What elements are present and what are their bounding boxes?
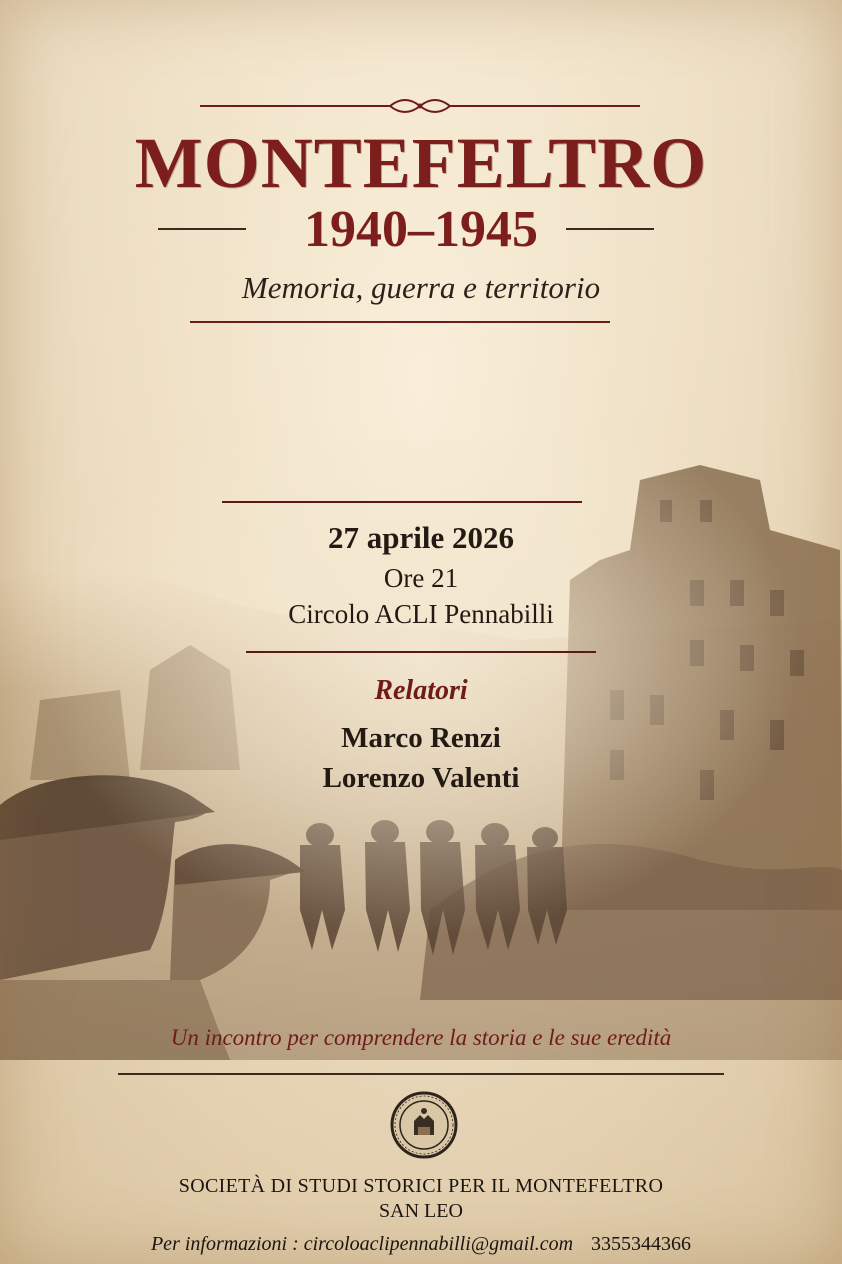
speaker-name: Marco Renzi (341, 722, 501, 754)
contact-info (0, 1233, 842, 1256)
contact-phone[interactable]: 3355344366 (591, 1233, 692, 1255)
organizer-name: SOCIETÀ DI STUDI STORICI PER IL MONTEFELTRO (178, 1175, 664, 1197)
speaker-name: Lorenzo Valenti (322, 762, 520, 794)
contact-email-line[interactable]: Per informazioni : circoloaclipennabilli@gmail.com (150, 1233, 574, 1255)
event-time: Ore 21 (383, 563, 459, 593)
venue-rule (246, 651, 596, 653)
event-venue: Circolo ACLI Pennabilli (288, 599, 554, 629)
organizer-location: SAN LEO (379, 1200, 463, 1222)
speakers-heading: Relatori (374, 675, 468, 706)
subtitle-rule (190, 321, 610, 323)
poster-subtitle: Memoria, guerra e territorio (241, 270, 601, 305)
years-right-rule (566, 228, 654, 230)
poster-title: MONTEFELTRO (134, 123, 708, 203)
event-date: 27 aprile 2026 (328, 520, 514, 555)
top-ornament (200, 96, 640, 116)
date-top-rule (222, 501, 582, 503)
tagline-rule (118, 1073, 724, 1075)
society-seal-icon (390, 1091, 458, 1159)
poster-years: 1940–1945 (304, 201, 538, 258)
event-tagline: Un incontro per comprendere la storia e le sue eredità (170, 1025, 672, 1050)
